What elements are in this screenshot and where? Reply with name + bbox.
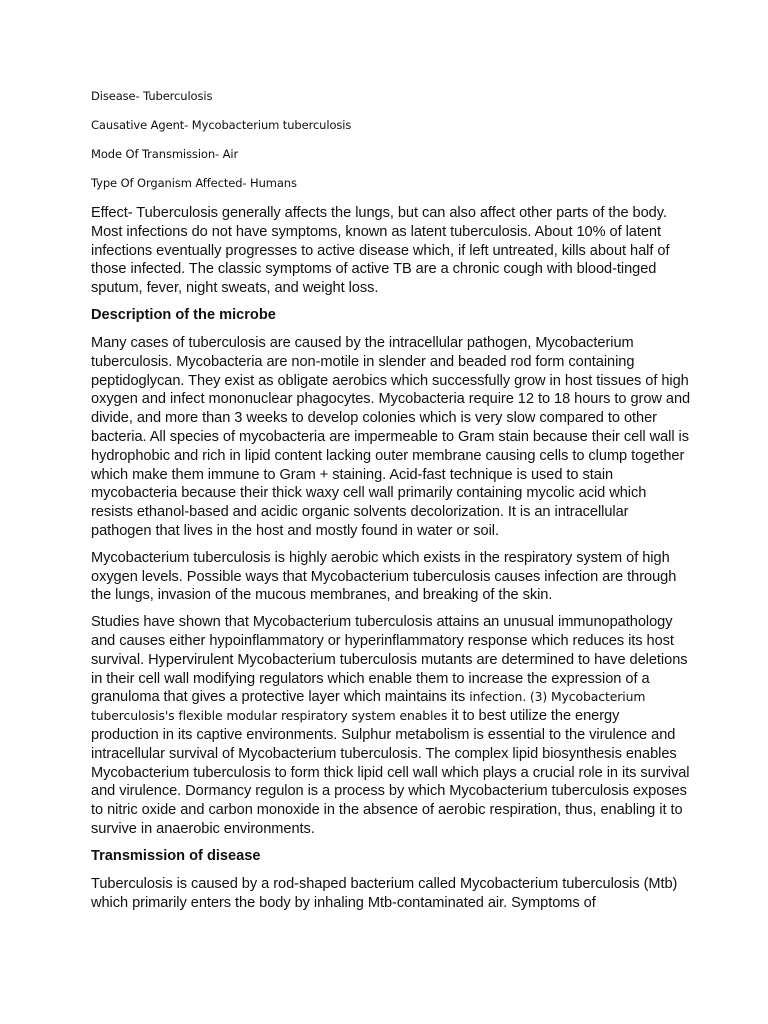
description-paragraph-3	[91, 613, 691, 839]
organism-affected-line: Type Of Organism Affected- Humans	[91, 176, 297, 190]
paragraph-3-citation-line: infection. (3) Mycobacterium tuberculosis's flexible modular respiratory system enables	[91, 689, 646, 724]
paragraph-3-end: it to best utilize the energy production in its captive environments. Sulphur metabolism is essential to the virulence and intracellular survival of Mycobacterium tuberculosis. The complex lipid biosynthesis enables Mycobacterium tuberculosis to form thick lipid cell wall which plays a crucial role in its survival and virulence. Dormancy regulon is a process by which Mycobacterium tuberculosis exposes to nitric oxide and carbon monoxide in the absence of aerobic respiration, thus, enabling it to survive in anaerobic environments.	[91, 708, 690, 837]
paragraph-3-start: Studies have shown that Mycobacterium tuberculosis attains an unusual immunopathology and causes either hypoinflammatory or hyperinflammatory response which reduces its host survival. Hypervirulent Mycobacterium tuberculosis mutants are determined to have deletions in their cell wall modifying regulators which enable them to increase the expression of a granuloma that gives a protective layer which maintains its	[91, 614, 688, 706]
description-heading: Description of the microbe	[91, 306, 276, 323]
transmission-paragraph-1: Tuberculosis is caused by a rod-shaped bacterium called Mycobacterium tuberculosis (Mtb) which primarily enters the body by inhaling Mtb-contaminated air. Symptoms of	[91, 875, 678, 911]
causative-agent-line: Causative Agent- Mycobacterium tuberculosis	[91, 118, 352, 132]
description-paragraph-1: Many cases of tuberculosis are caused by the intracellular pathogen, Mycobacterium tuberculosis. Mycobacteria are non-motile in slender and beaded rod form containing peptidoglycan. They exist as obligate aerobics which successfully grow in host tissues of high oxygen and infect mononuclear phagocytes. Mycobacteria require 12 to 18 hours to grow and divide, and more than 3 weeks to develop colonies which is very slow compared to other bacteria. All species of mycobacteria are impermeable to Gram stain because their cell wall is hydrophobic and rich in lipid content lacking outer membrane causing cells to clump together which make them immune to Gram + staining. Acid-fast technique is used to stain mycobacteria because their thick waxy cell wall primarily containing mycolic acid which resists ethanol-based and acidic organic solvents decolorization. It is an intracellular pathogen that lives in the host and mostly found in water or soil.	[91, 334, 691, 539]
description-paragraph-2: Mycobacterium tuberculosis is highly aerobic which exists in the respiratory system of high oxygen levels. Possible ways that Mycobacterium tuberculosis causes infection are through the lungs, invasion of the mucous membranes, and breaking of the skin.	[91, 549, 677, 604]
transmission-heading: Transmission of disease	[91, 847, 261, 864]
document-page	[91, 88, 691, 920]
transmission-mode-line: Mode Of Transmission- Air	[91, 147, 239, 161]
disease-line: Disease- Tuberculosis	[91, 89, 213, 103]
effect-paragraph: Effect- Tuberculosis generally affects the lungs, but can also affect other parts of the body. Most infections do not have symptoms, known as latent tuberculosis. About 10% of latent infections eventually progresses to active disease which, if left untreated, kills about half of those infected. The classic symptoms of active TB are a chronic cough with blood-tinged sputum, fever, night sweats, and weight loss.	[91, 205, 670, 297]
